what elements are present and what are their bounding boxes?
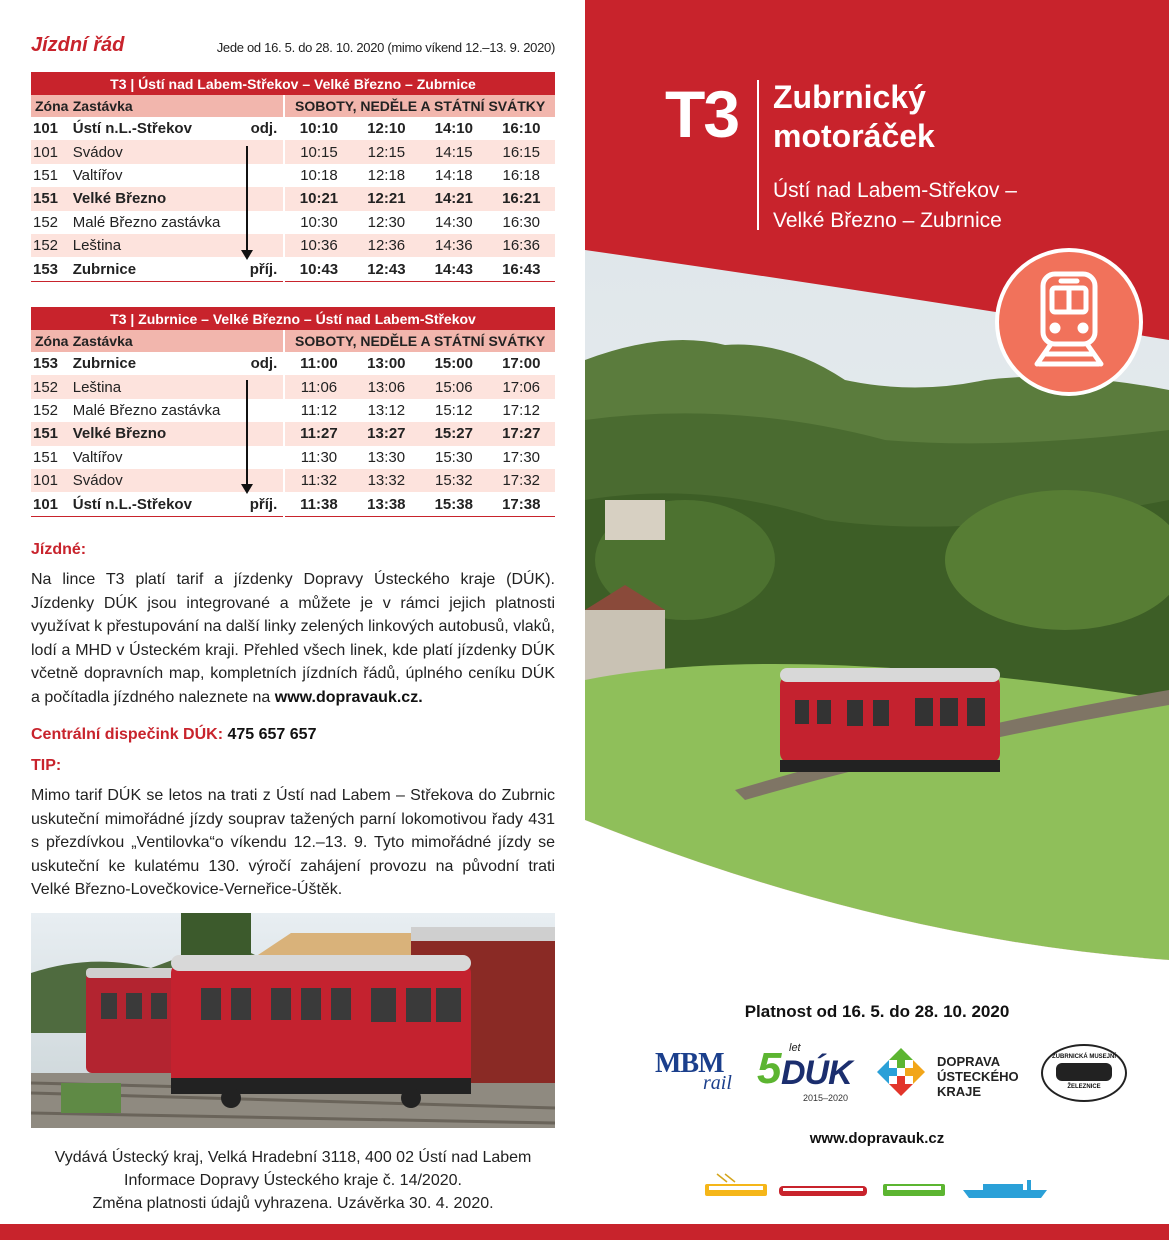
table-row xyxy=(31,446,555,469)
time-cell: 14:21 xyxy=(420,187,487,210)
time-cell: 12:36 xyxy=(353,234,420,257)
train-icon xyxy=(999,252,1139,392)
stop-cell: Ústí n.L.-Střekov xyxy=(73,492,235,516)
publisher-line: Změna platnosti údajů vyhrazena. Uzávěrka 30. 4. 2020. xyxy=(92,1195,494,1212)
table-row xyxy=(31,257,555,281)
timetable-title: Jízdní řád xyxy=(31,34,125,56)
publisher-info xyxy=(31,1146,555,1215)
title-divider xyxy=(757,80,759,230)
table-row xyxy=(31,399,555,422)
timetable-validity: Jede od 16. 5. do 28. 10. 2020 (mimo víkend 12.–13. 9. 2020) xyxy=(216,40,555,55)
zone-cell: 101 xyxy=(33,120,59,138)
cover-title-line: Zubrnický xyxy=(773,79,926,115)
mbm-rail-logo: MBM rail xyxy=(655,1048,732,1094)
fares-heading: Jízdné: xyxy=(31,541,87,558)
trolleybus-icon xyxy=(705,1174,767,1196)
time-cell: 15:30 xyxy=(435,448,473,466)
cover-route xyxy=(773,176,1017,236)
time-cell: 11:38 xyxy=(284,492,352,516)
dispatch-line xyxy=(31,726,316,744)
timetable-header xyxy=(31,34,555,58)
time-cell: 15:12 xyxy=(435,401,473,419)
table-row xyxy=(31,187,555,210)
ship-icon xyxy=(963,1180,1047,1198)
time-cell: 13:27 xyxy=(353,422,420,445)
time-cell: 16:30 xyxy=(502,213,541,231)
table-row xyxy=(31,117,555,140)
departure-arrival-cell: odj. xyxy=(250,120,278,138)
time-cell: 15:27 xyxy=(420,422,487,445)
railcar-depot-photo xyxy=(31,913,555,1128)
departure-arrival-cell xyxy=(235,399,284,422)
time-cell: 14:30 xyxy=(435,213,473,231)
bottom-accent-bar xyxy=(0,1224,1169,1240)
line-code: T3 xyxy=(665,77,739,151)
stop-cell: Malé Březno zastávka xyxy=(72,401,221,419)
time-cell: 10:18 xyxy=(284,164,352,187)
time-cell: 11:27 xyxy=(284,422,352,445)
time-cell: 14:15 xyxy=(420,140,487,163)
stop-cell: Velké Březno xyxy=(73,187,235,210)
time-cell: 10:30 xyxy=(284,211,352,234)
time-cell: 16:15 xyxy=(488,140,555,163)
duk-5-years-logo: 5 let DÚK 2015–2020 xyxy=(757,1042,852,1103)
time-cell: 17:32 xyxy=(488,469,556,492)
stop-cell: Svádov xyxy=(73,140,235,163)
table-row xyxy=(31,211,555,234)
stop-cell: Svádov xyxy=(73,469,235,492)
time-cell: 11:12 xyxy=(284,399,352,422)
zone-column-header: Zóna xyxy=(31,330,73,352)
departure-arrival-cell: příj. xyxy=(235,492,284,516)
table-row xyxy=(31,352,555,375)
time-cell: 17:38 xyxy=(488,492,556,516)
table-row xyxy=(31,234,555,257)
time-cell: 14:36 xyxy=(420,234,487,257)
time-cell: 16:43 xyxy=(488,257,555,281)
departure-arrival-cell xyxy=(235,140,284,163)
table-row xyxy=(31,140,555,163)
time-cell: 16:21 xyxy=(488,187,555,210)
time-cell: 13:32 xyxy=(353,469,420,492)
stop-cell: Zubrnice xyxy=(72,355,137,373)
zone-cell: 152 xyxy=(33,213,59,231)
zone-column-header: Zóna xyxy=(31,95,73,117)
cover-website[interactable]: www.dopravauk.cz xyxy=(809,1130,945,1147)
time-cell: 15:00 xyxy=(434,355,473,373)
table-row xyxy=(31,164,555,187)
departure-arrival-cell xyxy=(235,211,284,234)
time-cell: 13:12 xyxy=(367,401,406,419)
time-cell: 16:36 xyxy=(488,234,555,257)
time-cell: 12:21 xyxy=(353,187,420,210)
direction-arrow xyxy=(246,146,248,258)
zone-cell: 153 xyxy=(31,257,73,281)
time-cell: 13:06 xyxy=(353,375,420,398)
time-cell: 11:00 xyxy=(284,352,352,375)
stop-cell: Leština xyxy=(73,375,235,398)
time-cell: 14:18 xyxy=(435,166,473,184)
time-cell: 15:38 xyxy=(420,492,487,516)
zone-cell: 151 xyxy=(33,166,59,184)
timetable-inbound xyxy=(31,307,555,517)
departure-arrival-cell: příj. xyxy=(235,257,284,281)
time-cell: 17:27 xyxy=(488,422,556,445)
zone-cell: 151 xyxy=(31,422,73,445)
departure-arrival-cell xyxy=(235,164,284,187)
zone-cell: 152 xyxy=(31,375,73,398)
time-cell: 13:38 xyxy=(353,492,420,516)
zone-cell: 152 xyxy=(31,234,73,257)
zubrnicka-museum-railway-seal: ZUBRNICKÁ MUSEJNÍ ŽELEZNICE xyxy=(1041,1044,1127,1102)
train-badge xyxy=(995,248,1143,396)
table-row xyxy=(31,375,555,398)
time-cell: 12:18 xyxy=(367,166,406,184)
zone-cell: 153 xyxy=(33,355,59,373)
route-header: T3 | Ústí nad Labem-Střekov – Velké Březno – Zubrnice xyxy=(31,72,555,95)
time-cell: 17:12 xyxy=(502,401,541,419)
time-cell: 17:06 xyxy=(488,375,556,398)
tip-heading: TIP: xyxy=(31,757,62,774)
time-cell: 15:06 xyxy=(420,375,487,398)
railcar-depot-image xyxy=(31,913,555,1128)
departure-arrival-cell xyxy=(235,446,284,469)
table-row xyxy=(31,469,555,492)
time-cell: 13:00 xyxy=(367,355,406,373)
departure-arrival-cell xyxy=(235,422,284,445)
publisher-line: Informace Dopravy Ústeckého kraje č. 14/2020. xyxy=(124,1172,462,1189)
publisher-line: Vydává Ústecký kraj, Velká Hradební 3118, 400 02 Ústí nad Labem xyxy=(54,1149,532,1166)
time-cell: 15:32 xyxy=(420,469,487,492)
cover-title-line: motoráček xyxy=(773,118,935,154)
time-cell: 10:15 xyxy=(284,140,352,163)
time-cell: 10:36 xyxy=(284,234,352,257)
time-cell: 14:10 xyxy=(434,120,473,138)
timetable-panel xyxy=(0,0,585,1224)
stop-cell: Zubrnice xyxy=(73,257,235,281)
cover-panel xyxy=(585,0,1169,1224)
time-cell: 17:30 xyxy=(502,448,541,466)
time-cell: 10:43 xyxy=(284,257,352,281)
stop-cell: Leština xyxy=(73,234,235,257)
days-column-header: SOBOTY, NEDĚLE A STÁTNÍ SVÁTKY xyxy=(284,330,555,352)
tip-text: Mimo tarif DÚK se letos na trati z Ústí nad Labem – Střekova do Zubrnic uskuteční mimořádné jízdy souprav tažených parní lokomotivou řady 431 s přezdívkou „Ventilovka“o víkendu 12.–13. 9. Tyto mimořádné jízdy se uskuteční ke kulatému 130. výročí zahájení provozu na původní trati Velké Březno-Lovečkovice-Verneřice-Úštěk. xyxy=(31,787,555,898)
zone-cell: 152 xyxy=(33,401,59,419)
table-row xyxy=(31,422,555,445)
time-cell: 12:30 xyxy=(367,213,406,231)
time-cell: 11:06 xyxy=(284,375,352,398)
timetable-outbound xyxy=(31,72,555,282)
departure-arrival-cell xyxy=(235,375,284,398)
time-cell: 10:10 xyxy=(284,117,352,140)
bus-icon xyxy=(883,1184,945,1196)
time-cell: 12:15 xyxy=(353,140,420,163)
time-cell: 12:10 xyxy=(367,120,406,138)
stop-cell: Malé Březno zastávka xyxy=(72,213,221,231)
zone-cell: 101 xyxy=(31,492,73,516)
time-cell: 11:32 xyxy=(284,469,352,492)
departure-arrival-cell: odj. xyxy=(250,355,278,373)
time-cell: 16:10 xyxy=(502,120,541,138)
train-icon xyxy=(779,1186,867,1196)
transport-modes-graphic xyxy=(697,1172,1057,1202)
cover-title xyxy=(773,78,935,156)
direction-arrow xyxy=(246,380,248,492)
zone-cell: 101 xyxy=(31,140,73,163)
time-cell: 17:00 xyxy=(502,355,541,373)
route-header: T3 | Zubrnice – Velké Březno – Ústí nad Labem-Střekov xyxy=(31,307,555,330)
days-column-header: SOBOTY, NEDĚLE A STÁTNÍ SVÁTKY xyxy=(284,95,555,117)
doprava-uk-logo-text: DOPRAVA ÚSTECKÉHO KRAJE xyxy=(937,1054,1019,1099)
partner-logos xyxy=(645,1040,1125,1110)
cover-validity: Platnost od 16. 5. do 28. 10. 2020 xyxy=(744,1002,1010,1021)
dispatch-label: Centrální dispečink DÚK: xyxy=(31,726,224,743)
duk-arrows-icon xyxy=(875,1046,927,1098)
time-cell: 11:30 xyxy=(284,446,352,469)
stop-cell: Valtířov xyxy=(72,448,123,466)
stop-cell: Valtířov xyxy=(72,166,123,184)
zone-cell: 151 xyxy=(33,448,59,466)
dispatch-phone: 475 657 657 xyxy=(227,726,317,743)
table-row xyxy=(31,492,555,516)
stop-column-header: Zastávka xyxy=(73,330,285,352)
stop-cell: Velké Březno xyxy=(73,422,235,445)
fares-text: Na lince T3 platí tarif a jízdenky Dopravy Ústeckého kraje (DÚK). Jízdenky DÚK jsou integrované a můžete je v rámci jejich platnosti využívat k přestupování na další linky zelených linkových autobusů, vlaků, lodí a MHD v Ústeckém kraji. Přehled všech linek, kde platí jízdenky DÚK včetně dopravních map, kompletních jízdních řádů, úplného ceníku DÚK a počítadla jízdného naleznete na www.dopravauk.cz. xyxy=(31,571,555,706)
fares-link[interactable]: www.dopravauk.cz. xyxy=(274,688,423,706)
cover-route-line: Velké Březno – Zubrnice xyxy=(773,209,1002,232)
time-cell: 13:30 xyxy=(367,448,406,466)
zone-cell: 151 xyxy=(31,187,73,210)
time-cell: 10:21 xyxy=(284,187,352,210)
departure-arrival-cell xyxy=(235,187,284,210)
stop-column-header: Zastávka xyxy=(73,95,285,117)
stop-cell: Ústí n.L.-Střekov xyxy=(72,120,192,138)
time-cell: 14:43 xyxy=(420,257,487,281)
zone-cell: 101 xyxy=(31,469,73,492)
time-cell: 12:43 xyxy=(353,257,420,281)
cover-route-line: Ústí nad Labem-Střekov – xyxy=(773,179,1017,202)
time-cell: 16:18 xyxy=(502,166,541,184)
